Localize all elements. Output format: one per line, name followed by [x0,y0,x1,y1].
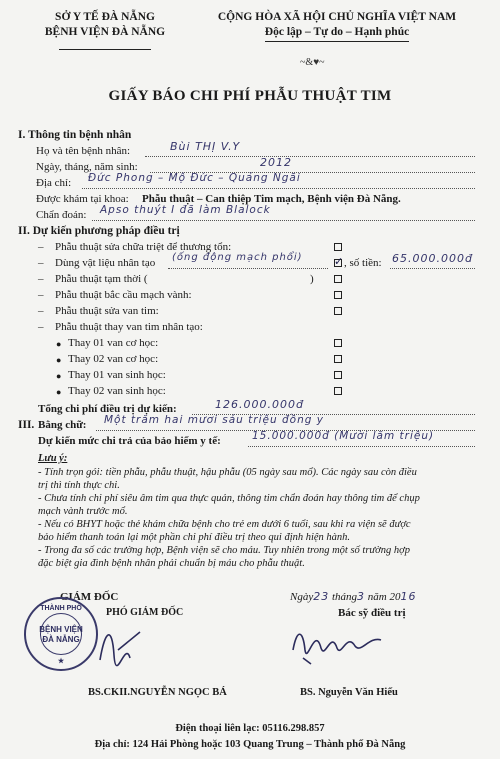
dob-label: Ngày, tháng, năm sinh: [36,161,138,173]
note-line: - Tính trọn gói: tiền phẫu, phẫu thuật, hậu phẫu (05 ngày sau mổ). Các ngày sau còn điều [38,467,417,478]
deputy-title: PHÓ GIÁM ĐỐC [106,607,184,618]
total-label: Tổng chi phí điều trị dự kiến: [38,403,177,415]
item-repair-checkbox[interactable] [334,307,342,315]
footer-phone: Điện thoại liên lạc: 05116.298.857 [175,723,325,734]
section2-heading: II. Dự kiến phương pháp điều trị [18,225,180,237]
header-underline [59,49,151,50]
insurance-line [248,446,475,447]
note-line: - Nếu có BHYT hoặc thẻ khám chữa bệnh cho trẻ em dưới 6 tuổi, sau khi ra viện sẽ được [38,519,411,530]
doctor-signature [285,620,395,670]
item-bypass-dash: – [38,289,44,301]
item-temporary-checkbox[interactable] [334,275,342,283]
date-year: 16 [400,590,417,603]
item-bypass-checkbox[interactable] [334,291,342,299]
director-signature [90,620,150,670]
item-radical-dash: – [38,241,44,253]
header-right [192,10,482,42]
stamp-inner-ring [40,613,82,655]
sub-bio2-label: Thay 02 van sinh học: [68,385,166,397]
item-radical-checkbox[interactable] [334,243,342,251]
item-artificial-line [168,268,328,269]
date-line: Ngày23 tháng3 năm 2016 [290,590,417,603]
bullet-icon: ● [56,355,62,365]
stamp-top-text: THÀNH PHỐ [40,605,82,612]
header-left [20,10,190,55]
slogan: Độc lập – Tự do – Hạnh phúc [265,25,409,42]
name-value: Bùi THỊ V.Y [170,140,241,153]
hospital-name: BỆNH VIỆN ĐÀ NẴNG [44,26,166,38]
words-label: Bằng chữ: [38,419,87,431]
republic-name: CỘNG HÒA XÃ HỘI CHỦ NGHĨA VIỆT NAM [217,11,457,23]
diagnosis-value: Apso thuýt I đã làm Blalock [100,204,271,216]
item-artificial-dash: – [38,257,44,269]
sub-mech2-label: Thay 02 van cơ học: [68,353,159,365]
item-temporary-label: Phẫu thuật tạm thời ( [55,273,148,285]
item-repair-dash: – [38,305,44,317]
bullet-icon: ● [56,387,62,397]
item-temporary-dash: – [38,273,44,285]
footer-address: Địa chỉ: 124 Hải Phòng hoặc 103 Quang Trung – Thành phố Đà Nẵng [94,739,406,750]
item-repair-label: Phẫu thuật sửa van tim: [55,305,159,317]
total-value: 126.000.000đ [215,398,304,411]
section1-heading: I. Thông tin bệnh nhân [18,129,132,141]
date-month: 3 [357,590,366,603]
director-title: GIÁM ĐỐC [60,591,119,603]
date-day: 23 [313,590,330,603]
stamp-mid-text: BỆNH VIỆN [39,625,83,634]
item-replace-dash: – [38,321,44,333]
note-line: trị thì tính thực chi. [38,480,120,491]
words-value: Một trăm hai mươi sáu triệu đồng y [104,414,324,426]
insurance-label: Dự kiến mức chi trả của bảo hiểm y tế: [38,435,221,447]
address-line [82,188,475,189]
name-label: Họ và tên bệnh nhân: [36,145,131,157]
address-label: Địa chỉ: [36,177,72,189]
dept-name: SỞ Y TẾ ĐÀ NẴNG [55,11,155,23]
flourish-icon: ~&♥~ [300,57,325,68]
doctor-title: Bác sỹ điều trị [338,607,406,619]
doctor-name: BS. Nguyễn Văn Hiếu [300,687,398,698]
sub-bio1-label: Thay 01 van sinh học: [68,369,166,381]
bullet-icon: ● [56,371,62,381]
hospital-stamp [24,597,98,671]
stamp-mid-text: ĐÀ NẴNG [42,635,80,644]
note-line: - Trong đa số các trường hợp, Bệnh viện sẽ cho máu. Tuy nhiên trong một số trường hợp [38,545,410,556]
item-artificial-label: Dùng vật liệu nhân tạo [55,257,156,269]
name-line [145,156,475,157]
section3-heading: III. [18,419,35,431]
diagnosis-label: Chẩn đoán: [36,209,87,221]
dob-value: 2012 [260,156,292,169]
dept-value: Phẫu thuật – Can thiệp Tim mạch, Bệnh viện Đà Nẵng. [142,193,401,205]
sub-bio1-checkbox[interactable] [334,371,342,379]
item-artificial-amount-label: , số tiền: [344,257,382,269]
sub-mech1-checkbox[interactable] [334,339,342,347]
item-artificial-note: (ống động mạch phổi) [172,252,303,263]
address-value: Đức Phong – Mộ Đức – Quảng Ngãi [88,172,301,184]
item-artificial-checkbox[interactable] [334,259,342,267]
page-title: GIẤY BÁO CHI PHÍ PHẪU THUẬT TIM [108,88,392,104]
item-artificial-amount: 65.000.000đ [392,252,473,265]
sub-mech2-checkbox[interactable] [334,355,342,363]
stamp-star-icon: ★ [57,658,65,665]
note-line: - Chưa tính chi phí siêu âm tim qua thực quản, thông tim chẩn đoán hay thông tim để chụp [38,493,420,504]
insurance-value: 15.000.000đ (Mười lăm triệu) [252,430,435,442]
note-line: bảo hiểm thanh toán lại một phần chi phí điều trị theo qui định hiện hành. [38,532,351,543]
note-line: đặc biệt gia đình bệnh nhân phải chuẩn bị máu cho phẫu thuật. [38,558,305,569]
item-radical-label: Phẫu thuật sửa chữa triệt để thương tổn: [55,241,232,253]
deputy-name: BS.CKII.NGUYỄN NGỌC BÁ [88,687,227,698]
dept-label: Được khám tại khoa: [36,193,129,205]
note-line: mạch vành trước mổ. [38,506,128,517]
item-replace-label: Phẫu thuật thay van tim nhân tạo: [55,321,203,333]
sub-bio2-checkbox[interactable] [334,387,342,395]
bullet-icon: ● [56,339,62,349]
sub-mech1-label: Thay 01 van cơ học: [68,337,159,349]
item-artificial-amount-line [390,268,475,269]
item-temporary-close: ) [310,273,314,285]
notes-heading: Lưu ý: [38,453,68,464]
diagnosis-line [92,220,475,221]
item-bypass-label: Phẫu thuật bắc cầu mạch vành: [55,289,192,301]
